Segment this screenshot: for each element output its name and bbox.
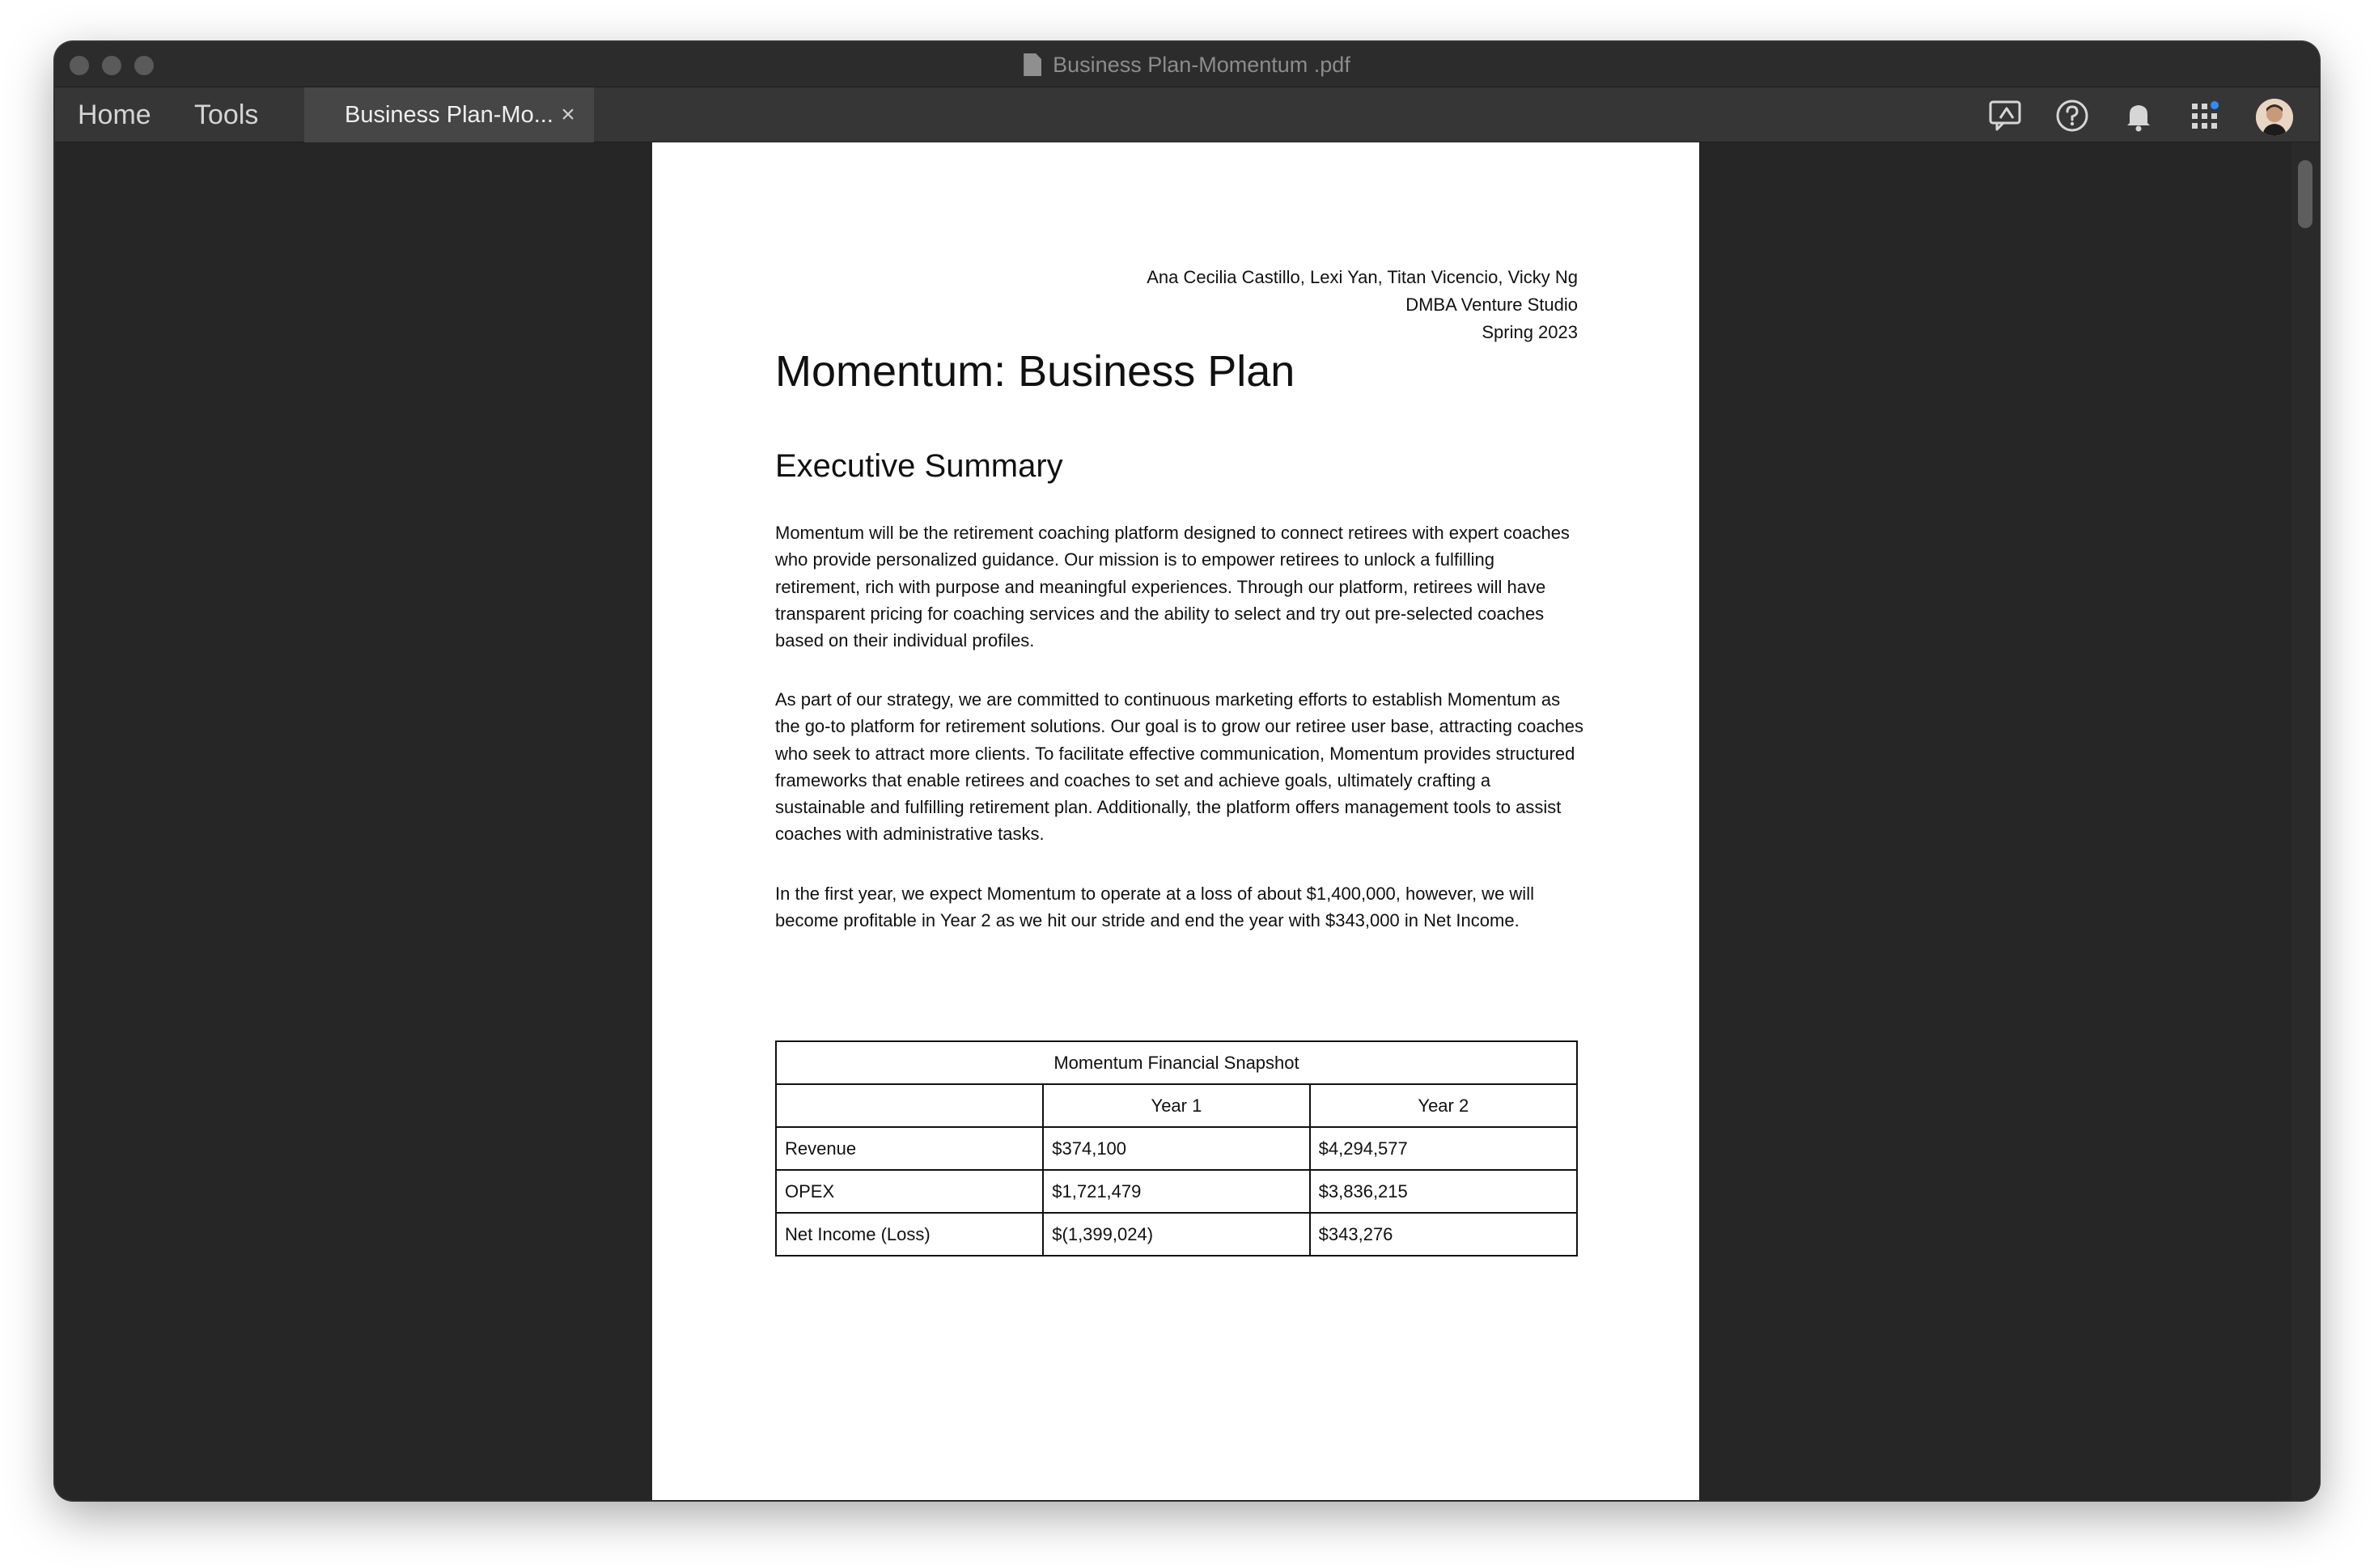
top-toolbar: [55, 87, 2319, 142]
table-row: [776, 1127, 1577, 1170]
table-cell: $3,836,215: [1310, 1170, 1577, 1213]
financial-snapshot-table: [775, 1040, 1578, 1257]
bell-icon[interactable]: [2120, 97, 2157, 134]
window-title: Business Plan-Momentum .pdf: [1053, 52, 1350, 77]
document-title: Momentum: Business Plan: [775, 347, 1295, 396]
table-cell: $343,276: [1310, 1213, 1577, 1256]
help-icon[interactable]: [2054, 97, 2091, 134]
table-header-row: [776, 1084, 1577, 1127]
author-names: Ana Cecilia Castillo, Lexi Yan, Titan Vicencio, Vicky Ng: [1147, 267, 1578, 287]
close-tab-icon[interactable]: ×: [561, 101, 575, 128]
pdf-page: [652, 142, 1699, 1500]
table-header-cell: [776, 1084, 1043, 1127]
table-cell: $1,721,479: [1043, 1170, 1309, 1213]
tools-tab[interactable]: Tools: [194, 100, 259, 130]
organization: DMBA Venture Studio: [1405, 295, 1578, 315]
table-caption: Momentum Financial Snapshot: [776, 1041, 1577, 1084]
document-viewer[interactable]: [55, 142, 2319, 1500]
document-icon: [1024, 53, 1041, 76]
table-cell: Revenue: [776, 1127, 1043, 1170]
scrollbar-thumb[interactable]: [2298, 160, 2313, 228]
author-block: [1147, 264, 1578, 346]
table-cell: OPEX: [776, 1170, 1043, 1213]
table-cell: $4,294,577: [1310, 1127, 1577, 1170]
title-bar: [55, 42, 2319, 87]
user-avatar[interactable]: [2256, 99, 2293, 136]
table-cell: $(1,399,024): [1043, 1213, 1309, 1256]
document-tab-label: Business Plan-Mo...: [345, 101, 553, 128]
table-cell: Net Income (Loss): [776, 1213, 1043, 1256]
table-caption-row: [776, 1041, 1577, 1084]
table-header-cell: Year 1: [1043, 1084, 1309, 1127]
app-window: [55, 42, 2319, 1500]
paragraph-1: Momentum will be the retirement coaching platform designed to connect retirees with expert coaches who provide personalized guidance. Our mission is to empower retirees to unlock a fulfilling retirement, rich with purpose and meaningful experiences. Through our platform, retirees will have transparent pricing for coaching services and the ability to select and try out pre-selected coaches based on their individual profiles.: [775, 523, 1570, 651]
window-title-group: [55, 42, 2319, 87]
term: Spring 2023: [1482, 322, 1578, 342]
paragraph-2: As part of our strategy, we are committed to continuous marketing efforts to establish Momentum as the go-to platform for retirement solutions. Our goal is to grow our retiree user base, attracting coaches who seek to attract more clients. To facilitate effective communication, Momentum provides structured frameworks that enable retirees and coaches to set and achieve goals, ultimately crafting a sustainable and fulfilling retirement plan. Additionally, the platform offers management tools to assist coaches with administrative tasks.: [775, 689, 1584, 845]
table-row: [776, 1213, 1577, 1256]
table-header-cell: Year 2: [1310, 1084, 1577, 1127]
table-row: [776, 1170, 1577, 1213]
home-tab[interactable]: Home: [78, 100, 151, 130]
apps-grid-icon[interactable]: [2186, 97, 2224, 134]
section-heading: Executive Summary: [775, 448, 1063, 484]
vertical-scrollbar[interactable]: [2291, 142, 2319, 1500]
table-cell: $374,100: [1043, 1127, 1309, 1170]
document-tab[interactable]: [304, 87, 594, 142]
comment-icon[interactable]: [1987, 97, 2024, 134]
paragraph-3: In the first year, we expect Momentum to operate at a loss of about $1,400,000, however, we will become profitable in Year 2 as we hit our stride and end the year with $343,000 in Net Income.: [775, 884, 1534, 931]
